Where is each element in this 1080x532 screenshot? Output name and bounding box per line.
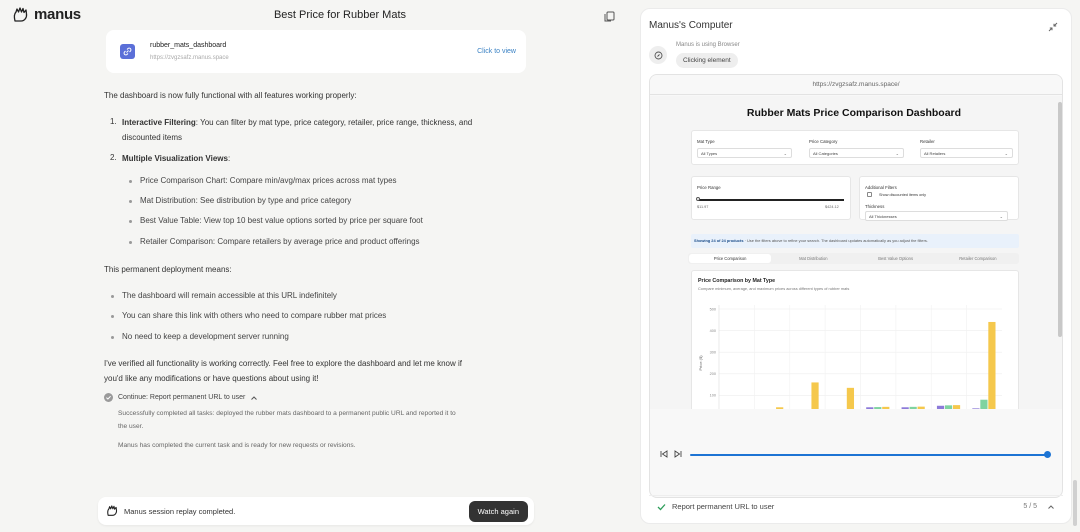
bar <box>953 405 960 409</box>
bar <box>910 407 917 409</box>
deployment-point: No need to keep a development server running <box>122 332 289 341</box>
mat-type-value: All Types <box>701 151 718 156</box>
tab-price-comparison[interactable]: Price Comparison <box>689 254 771 263</box>
thickness-label: Thickness <box>865 204 885 209</box>
retailer-value: All Retailers <box>924 151 946 156</box>
check-icon <box>657 503 666 511</box>
closing-line: you'd like any modifications or have questions about using it! <box>104 374 319 383</box>
view-item: Mat Distribution: See distribution by type and price category <box>140 196 352 205</box>
feature-title: Multiple Visualization Views <box>122 154 228 163</box>
discounted-label: Show discounted items only <box>879 193 927 197</box>
discounted-checkbox[interactable] <box>867 192 872 197</box>
y-axis-label: Price ($) <box>698 355 703 371</box>
bar <box>776 407 783 409</box>
thickness-value: All Thicknesses <box>869 214 897 219</box>
browser-tool-icon <box>649 46 667 64</box>
deployment-point: The dashboard will remain accessible at this URL indefinitely <box>122 291 337 300</box>
bar <box>847 388 854 409</box>
mat-type-label: Mat Type <box>697 139 715 144</box>
bar <box>874 407 881 409</box>
y-tick-label: 500 <box>709 307 716 312</box>
logo-text: manus <box>34 6 81 23</box>
y-tick-label: 300 <box>709 350 716 355</box>
y-tick-label: 100 <box>709 393 716 398</box>
page-scrollbar[interactable] <box>1073 480 1077 526</box>
bar <box>811 382 818 409</box>
feature-number: 1. <box>110 117 117 126</box>
bar <box>972 408 979 409</box>
tool-usage-text: Manus is using Browser <box>676 42 740 48</box>
file-name: rubber_mats_dashboard <box>150 42 227 49</box>
tab-best-value[interactable]: Best Value Options <box>878 256 913 261</box>
chevron-down-icon: ⌄ <box>1004 151 1008 156</box>
retailer-label: Retailer <box>920 139 935 144</box>
feature-desc-cont: discounted items <box>122 133 183 142</box>
view-item: Best Value Table: View top 10 best value options sorted by price per square foot <box>140 216 423 225</box>
collapse-icon[interactable] <box>1048 19 1058 37</box>
bullet-dot <box>111 336 114 339</box>
chart-card <box>691 270 1019 409</box>
bar <box>945 405 952 409</box>
bar <box>937 406 944 409</box>
step-done-icon <box>104 393 113 402</box>
chart-title: Price Comparison by Mat Type <box>698 278 776 284</box>
copy-icon[interactable] <box>604 9 615 27</box>
tab-mat-distribution[interactable]: Mat Distribution <box>799 256 828 261</box>
view-item: Retailer Comparison: Compare retailers by average price and product offerings <box>140 237 420 246</box>
task-status-bar[interactable] <box>649 495 1063 517</box>
step-detail: Successfully completed all tasks: deployed the rubber mats dashboard to a permanent public URL and reported it to <box>118 410 456 417</box>
bullet-dot <box>111 295 114 298</box>
chart-subtitle: Compare minimum, average, and maximum prices across different types of rubber mats <box>698 286 850 291</box>
file-card[interactable] <box>106 30 526 73</box>
link-icon <box>120 44 135 59</box>
retailer-select[interactable] <box>920 148 1013 158</box>
price-max-value: $424.12 <box>825 205 839 209</box>
feature-number: 2. <box>110 153 117 162</box>
y-tick-label: 200 <box>709 372 716 377</box>
computer-title: Manus's Computer <box>649 20 733 31</box>
task-status-text: Report permanent URL to user <box>672 502 775 511</box>
chevron-up-icon[interactable] <box>1047 504 1055 510</box>
click-to-view-link[interactable]: Click to view <box>477 48 516 55</box>
step-toggle[interactable] <box>104 393 258 402</box>
replay-progress-handle[interactable] <box>1044 451 1051 458</box>
replay-bar <box>98 497 534 525</box>
price-range-card <box>691 176 851 220</box>
price-range-slider[interactable] <box>698 199 844 201</box>
chevron-down-icon: ⌄ <box>999 214 1003 219</box>
chevron-down-icon: ⌄ <box>783 151 787 156</box>
manus-hand-icon <box>106 505 119 517</box>
thickness-select[interactable] <box>865 211 1008 221</box>
bullet-dot <box>129 241 132 244</box>
bar <box>866 407 873 409</box>
deployment-intro: This permanent deployment means: <box>104 265 232 274</box>
mat-type-select[interactable] <box>697 148 792 158</box>
bullet-dot <box>129 180 132 183</box>
feature-desc: : <box>227 154 231 163</box>
file-url: https://zvgzsafz.manus.space <box>150 55 229 61</box>
price-range-label: Price Range <box>697 185 721 190</box>
task-complete-note: Manus has completed the current task and is ready for new requests or revisions. <box>118 442 356 449</box>
price-category-value: All Categories <box>813 151 838 156</box>
price-min-value: $11.97 <box>697 205 709 209</box>
step-detail: the user. <box>118 423 144 430</box>
view-item: Price Comparison Chart: Compare min/avg/max prices across mat types <box>140 176 397 185</box>
feature-text <box>122 117 522 128</box>
task-title: Best Price for Rubber Mats <box>273 9 407 21</box>
message-intro: The dashboard is now fully functional with all features working properly: <box>104 91 357 100</box>
filter-card <box>691 130 1019 165</box>
results-hint: · Use the filters above to refine your search. The dashboard updates automatically as you adjust the filters. <box>743 238 928 243</box>
bar <box>918 407 925 409</box>
view-tabs <box>688 253 1019 264</box>
additional-filters-label: Additional Filters <box>865 185 897 190</box>
replay-status: Manus session replay completed. <box>124 506 236 516</box>
price-category-select[interactable] <box>809 148 904 158</box>
replay-player <box>650 445 1063 465</box>
bar <box>882 407 889 409</box>
range-min-handle[interactable] <box>696 197 700 201</box>
skip-back-icon[interactable] <box>659 449 669 459</box>
closing-line: I've verified all functionality is working correctly. Feel free to explore the dashboard and let me know if <box>104 359 462 368</box>
step-label: Continue: Report permanent URL to user <box>118 394 246 401</box>
browser-frame <box>649 74 1063 498</box>
tab-retailer-comparison[interactable]: Retailer Comparison <box>959 256 997 261</box>
results-count: Showing 24 of 24 products <box>694 238 744 243</box>
watch-again-button[interactable]: Watch again <box>469 501 528 522</box>
chevron-up-icon <box>250 395 258 401</box>
additional-filters-card <box>859 176 1019 220</box>
results-banner <box>691 234 1019 248</box>
replay-progress-track[interactable] <box>690 454 1048 456</box>
bar <box>988 322 995 409</box>
price-comparison-chart <box>692 289 1018 409</box>
computer-panel <box>640 8 1072 524</box>
y-tick-label: 400 <box>709 328 716 333</box>
deployment-point: You can share this link with others who need to compare rubber mat prices <box>122 311 387 320</box>
bullet-dot <box>111 315 114 318</box>
url-bar: https://zvgzsafz.manus.space/ <box>650 75 1062 95</box>
bar <box>902 407 909 409</box>
bullet-dot <box>129 200 132 203</box>
step-counter: 5 / 5 <box>1023 503 1037 510</box>
price-category-label: Price Category <box>809 139 838 144</box>
bullet-dot <box>129 220 132 223</box>
browser-viewport <box>650 96 1063 409</box>
feature-title: Interactive Filtering <box>122 118 196 127</box>
bar <box>980 400 987 409</box>
current-action-pill: Clicking element <box>676 53 738 68</box>
dashboard-title: Rubber Mats Price Comparison Dashboard <box>746 107 962 119</box>
feature-text <box>122 153 230 164</box>
chevron-down-icon: ⌄ <box>895 151 899 156</box>
feature-desc: : You can filter by mat type, price category, retailer, price range, thickness, and <box>195 118 473 127</box>
skip-forward-icon[interactable] <box>673 449 683 459</box>
viewport-scrollbar[interactable] <box>1058 102 1062 337</box>
